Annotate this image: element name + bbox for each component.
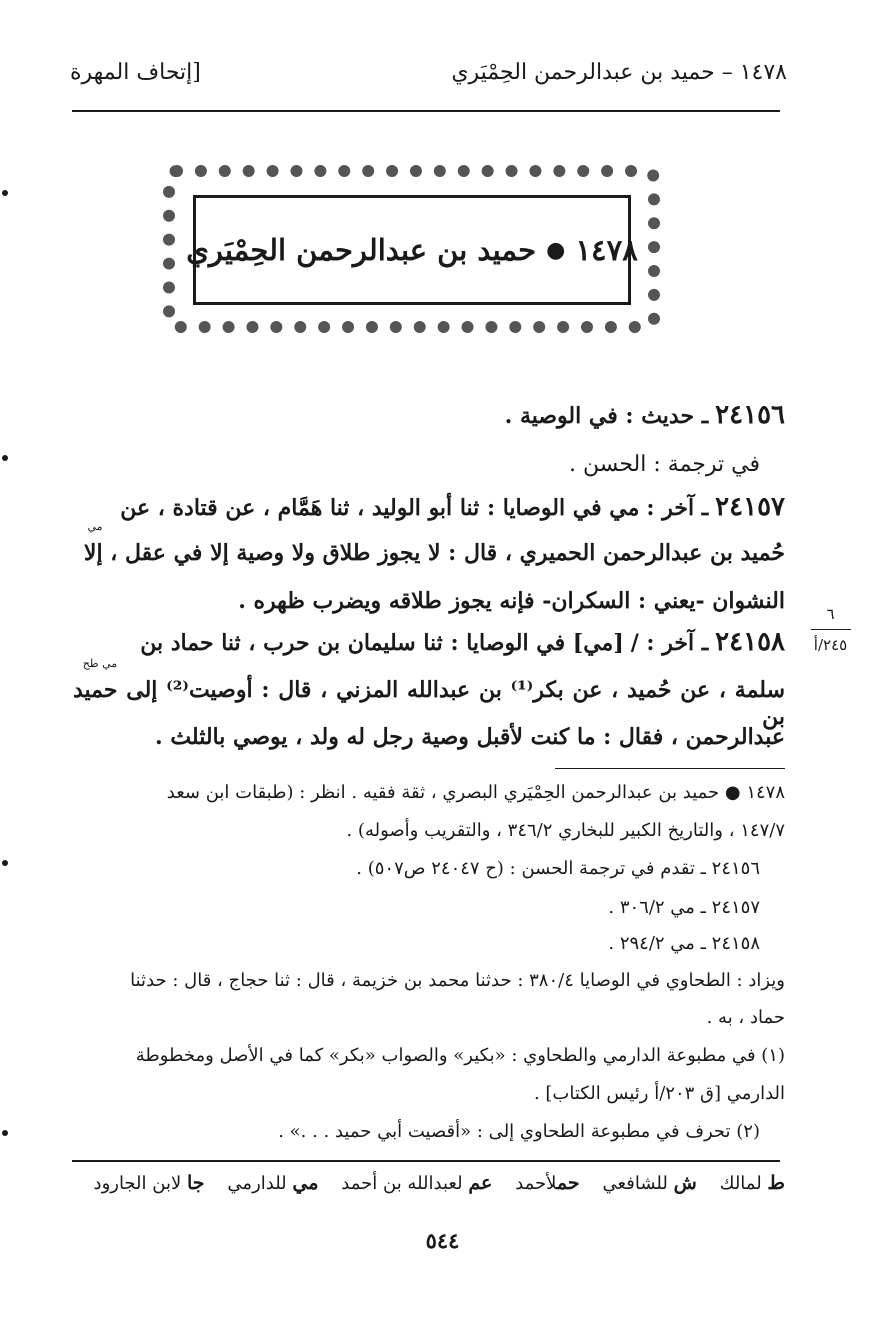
chapter-number: ١٤٧٨ (575, 233, 638, 267)
entry-24157-line2 (73, 540, 785, 567)
siglum-label: مي (87, 520, 103, 533)
footnote: حماد ، به . (706, 1007, 785, 1028)
header-rule (72, 110, 780, 112)
scan-mark (2, 1130, 8, 1136)
abbr-code: حم (556, 1172, 580, 1194)
entry-24156-head (73, 400, 785, 431)
abbreviations-rule (72, 1160, 780, 1162)
bullet-icon: ● (546, 237, 566, 263)
footnote-rule (555, 768, 785, 769)
entry-text: مي في الوصايا : ثنا أبو الوليد ، ثنا هَمَّام ، عن قتادة ، عن (120, 495, 640, 521)
entry-24157-line1 (73, 492, 785, 523)
margin-top: ٦ (826, 605, 835, 623)
chapter-name: حميد بن عبدالرحمن الحِمْيَري (186, 233, 537, 267)
entry-24157-line3 (73, 588, 785, 615)
siglum-label: مي طح (82, 657, 118, 670)
entry-24158-line3 (73, 724, 785, 751)
chapter-title (186, 195, 638, 305)
margin-bottom: ٢٤٥/أ (813, 636, 848, 654)
scan-mark (2, 455, 8, 461)
running-header-title: ١٤٧٨ – حميد بن عبدالرحمن الحِمْيَري (451, 60, 787, 85)
footnote: (١) في مطبوعة الدارمي والطحاوي : «بكير» والصواب «بكر» كما في الأصل ومخطوطة (135, 1045, 785, 1066)
abbr-text: لمالك (719, 1173, 762, 1194)
footnote: (٢) تحرف في مطبوعة الطحاوي إلى : «أقصيت أبي حميد . . .» . (278, 1121, 760, 1142)
footnote: ويزاد : الطحاوي في الوصايا ٣٨٠/٤ : حدثنا محمد بن خزيمة ، قال : ثنا حجاج ، قال : حدثنا (130, 970, 785, 991)
entry-24158-line1 (73, 627, 785, 658)
footnote: ١٤٧٨ ● حميد بن عبدالرحمن الحِمْيَري البصري ، ثقة فقيه . انظر : (طبقات ابن سعد (166, 782, 785, 803)
abbr-code: عم (468, 1172, 493, 1194)
abbr-code: جا (186, 1172, 205, 1194)
footnote: ٢٤١٥٧ ـ مي ٣٠٦/٢ . (608, 897, 760, 918)
abbr-text: للدارمي (227, 1173, 287, 1194)
abbr-text: لابن الجارود (93, 1173, 182, 1194)
entry-heading: ـ آخر : / (630, 630, 709, 656)
footnote: الدارمي [ق ٢٠٣/أ رئيس الكتاب] . (533, 1083, 785, 1104)
entry-number: ٢٤١٥٨ (715, 627, 785, 657)
entry-heading: ـ حديث : في الوصية . (504, 403, 709, 429)
entry-text: [مي] في الوصايا : ثنا سليمان بن حرب ، ثنا حماد بن (140, 630, 624, 656)
entry-text: النشوان -يعني : السكران- فإنه يجوز طلاقه ويضرب ظهره . (238, 588, 785, 614)
page-number: ٥٤٤ (425, 1228, 460, 1253)
entry-text: حُميد بن عبدالرحمن الحميري ، قال : لا يجوز طلاق ولا وصية إلا في عقل ، إلا (83, 540, 785, 566)
abbreviations-key (73, 1172, 785, 1194)
abbr-code: ش (673, 1172, 697, 1194)
footnote: ١٤٧/٧ ، والتاريخ الكبير للبخاري ٣٤٦/٢ ، والتقريب وأصوله) . (346, 820, 785, 841)
entry-heading: ـ آخر : (646, 495, 709, 521)
entry-text: عبدالرحمن ، فقال : ما كنت لأقبل وصية رجل له ولد ، يوصي بالثلث . (155, 724, 785, 750)
scan-mark (2, 860, 8, 866)
footnote: ٢٤١٥٨ ـ مي ٢٩٤/٢ . (608, 933, 760, 954)
scan-mark (2, 190, 8, 196)
entry-text: سلمة ، عن حُميد ، عن بكر⁽¹⁾ بن عبدالله المزني ، قال : أوصيت⁽²⁾ إلى حميد بن (73, 677, 786, 731)
entry-number: ٢٤١٥٧ (715, 492, 785, 522)
abbr-text: لأحمد (515, 1173, 557, 1194)
entry-24156-line: في ترجمة : الحسن . (569, 452, 760, 477)
margin-folio-note (808, 605, 853, 654)
abbr-text: للشافعي (602, 1173, 668, 1194)
entry-number: ٢٤١٥٦ (715, 400, 785, 430)
footnote: ٢٤١٥٦ ـ تقدم في ترجمة الحسن : (ح ٢٤٠٤٧ ص٥٠٧) . (356, 858, 760, 879)
running-header-book: [إتحاف المهرة (70, 60, 201, 85)
abbr-text: لعبدالله بن أحمد (341, 1173, 463, 1194)
abbr-code: ط (767, 1172, 785, 1194)
abbr-code: مي (292, 1172, 319, 1194)
